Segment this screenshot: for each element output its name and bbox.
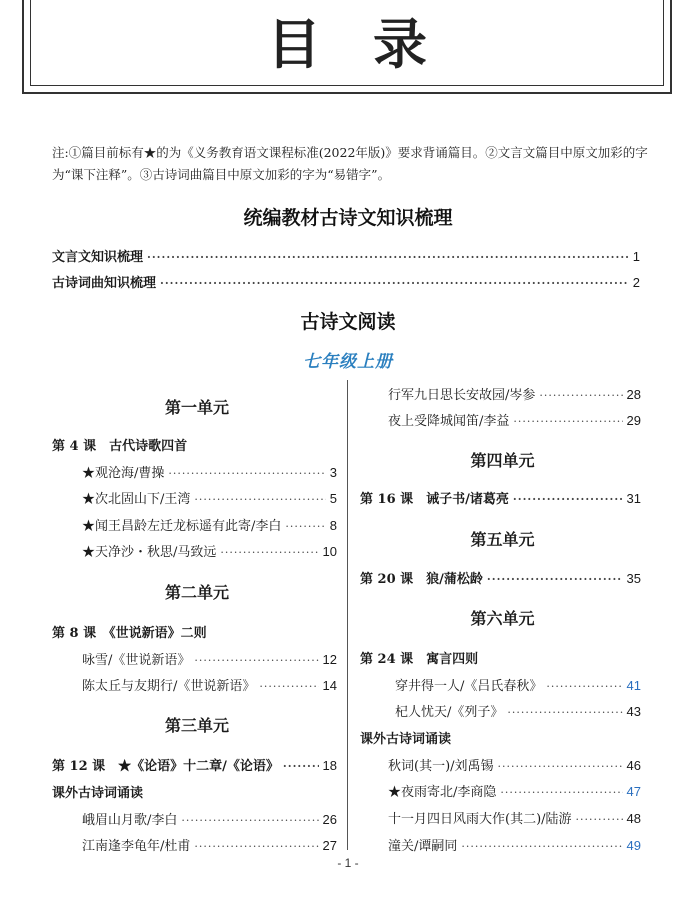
toc-label: 峨眉山月歌/李白	[82, 813, 178, 828]
toc-row[interactable]	[82, 541, 337, 560]
toc-row[interactable]	[395, 675, 641, 694]
extra-reading-heading: 课外古诗词诵读	[52, 786, 144, 801]
toc-row[interactable]	[82, 675, 337, 694]
toc-label: 古诗词曲知识梳理	[52, 276, 157, 291]
leader-dots	[285, 520, 325, 533]
toc-label: ★夜雨寄北/李商隐	[388, 785, 497, 800]
toc-row[interactable]	[360, 568, 641, 587]
toc-page: 1	[632, 249, 640, 264]
leader-dots	[181, 814, 318, 827]
unit-heading: 第四单元	[470, 451, 535, 470]
title-frame	[22, 0, 672, 94]
toc-page: 12	[322, 652, 337, 667]
toc-page: 48	[626, 811, 641, 826]
leader-dots	[220, 546, 318, 559]
leader-dots	[487, 573, 623, 586]
leader-dots	[194, 654, 318, 667]
toc-row[interactable]	[388, 835, 641, 854]
toc-row[interactable]	[82, 488, 337, 507]
toc-row[interactable]	[52, 272, 640, 291]
toc-page: 18	[322, 758, 337, 773]
toc-page: 26	[322, 812, 337, 827]
extra-reading-heading: 课外古诗词诵读	[360, 732, 452, 747]
toc-page: 29	[626, 413, 641, 428]
toc-row[interactable]	[395, 701, 641, 720]
toc-label: 第 20 课 狼/蒲松龄	[360, 572, 483, 587]
toc-page: 31	[626, 491, 641, 506]
leader-dots	[513, 493, 623, 506]
toc-row[interactable]	[52, 755, 337, 774]
toc-page: 8	[329, 518, 337, 533]
grade-heading: 七年级上册	[303, 352, 393, 372]
toc-page: 3	[329, 465, 337, 480]
toc-label: 夜上受降城闻笛/李益	[388, 414, 510, 429]
leader-dots	[507, 706, 622, 719]
leader-dots	[147, 251, 629, 264]
toc-page: 28	[626, 387, 641, 402]
toc-page: 46	[626, 758, 641, 773]
unit-heading: 第三单元	[164, 716, 229, 735]
toc-label: 第 12 课 ★《论语》十二章/《论语》	[52, 759, 279, 774]
toc-row[interactable]	[82, 515, 337, 534]
toc-row[interactable]	[360, 488, 641, 507]
toc-label: 文言文知识梳理	[52, 250, 144, 265]
lesson-heading[interactable]: 第 8 课 《世说新语》二则	[52, 626, 207, 641]
toc-row[interactable]	[82, 835, 337, 854]
toc-label: 第 16 课 诫子书/诸葛亮	[360, 492, 509, 507]
leader-dots	[168, 467, 325, 480]
leader-dots	[194, 840, 318, 853]
section-title-knowledge: 统编教材古诗文知识梳理	[243, 207, 453, 229]
lesson-heading[interactable]: 第 24 课 寓言四则	[360, 652, 479, 667]
lesson-heading[interactable]: 第 4 课 古代诗歌四首	[52, 439, 188, 454]
toc-label: ★闻王昌龄左迁龙标遥有此寄/李白	[82, 519, 282, 534]
toc-row[interactable]	[388, 808, 641, 827]
toc-page: 41	[626, 678, 641, 693]
usage-note: 注:①篇目前标有★的为《义务教育语文课程标准(2022年版)》要求背诵篇目。②文言文篇目中原文加彩的字为“课下注释”。③古诗词曲篇目中原文加彩的字为“易错字”。	[52, 145, 648, 182]
leader-dots	[546, 680, 622, 693]
toc-page: 27	[322, 838, 337, 853]
leader-dots	[513, 415, 622, 428]
leader-dots	[498, 760, 623, 773]
unit-heading: 第六单元	[470, 609, 535, 628]
toc-row[interactable]	[52, 246, 640, 265]
toc-row[interactable]	[388, 410, 641, 429]
toc-row[interactable]	[388, 384, 641, 403]
column-divider	[347, 380, 348, 850]
page-title: 目录	[267, 12, 479, 76]
toc-label: ★天净沙・秋思/马致远	[82, 545, 217, 560]
toc-page: 35	[626, 571, 641, 586]
toc-page: 49	[626, 838, 641, 853]
toc-label: 咏雪/《世说新语》	[82, 653, 191, 668]
leader-dots	[539, 389, 622, 402]
unit-heading: 第五单元	[470, 530, 535, 549]
toc-page: 47	[626, 784, 641, 799]
toc-label: 陈太丘与友期行/《世说新语》	[82, 679, 256, 694]
toc-row[interactable]	[82, 649, 337, 668]
toc-label: 十一月四日风雨大作(其二)/陆游	[388, 812, 572, 827]
unit-heading: 第二单元	[164, 583, 229, 602]
toc-label: 江南逢李龟年/杜甫	[82, 839, 191, 854]
section-title-reading: 古诗文阅读	[300, 311, 396, 333]
toc-row[interactable]	[388, 781, 641, 800]
leader-dots	[194, 493, 325, 506]
toc-row[interactable]	[82, 462, 337, 481]
leader-dots	[576, 813, 623, 826]
leader-dots	[259, 680, 318, 693]
leader-dots	[160, 277, 629, 290]
toc-page: 2	[632, 275, 640, 290]
toc-label: 穿井得一人/《吕氏春秋》	[395, 679, 543, 694]
leader-dots	[461, 840, 622, 853]
toc-label: ★观沧海/曹操	[82, 466, 165, 481]
unit-heading: 第一单元	[164, 398, 229, 417]
toc-page: 14	[322, 678, 337, 693]
toc-page: 5	[329, 491, 337, 506]
toc-label: 潼关/谭嗣同	[388, 839, 458, 854]
toc-label: 秋词(其一)/刘禹锡	[388, 759, 494, 774]
leader-dots	[500, 786, 622, 799]
toc-label: 杞人忧天/《列子》	[395, 705, 504, 720]
toc-page: 43	[626, 704, 641, 719]
page-number: - 1 -	[337, 856, 359, 870]
toc-page: 10	[322, 544, 337, 559]
toc-label: 行军九日思长安故园/岑参	[388, 388, 536, 403]
toc-label: ★次北固山下/王湾	[82, 492, 191, 507]
leader-dots	[283, 760, 319, 773]
toc-row[interactable]	[82, 809, 337, 828]
toc-row[interactable]	[388, 755, 641, 774]
